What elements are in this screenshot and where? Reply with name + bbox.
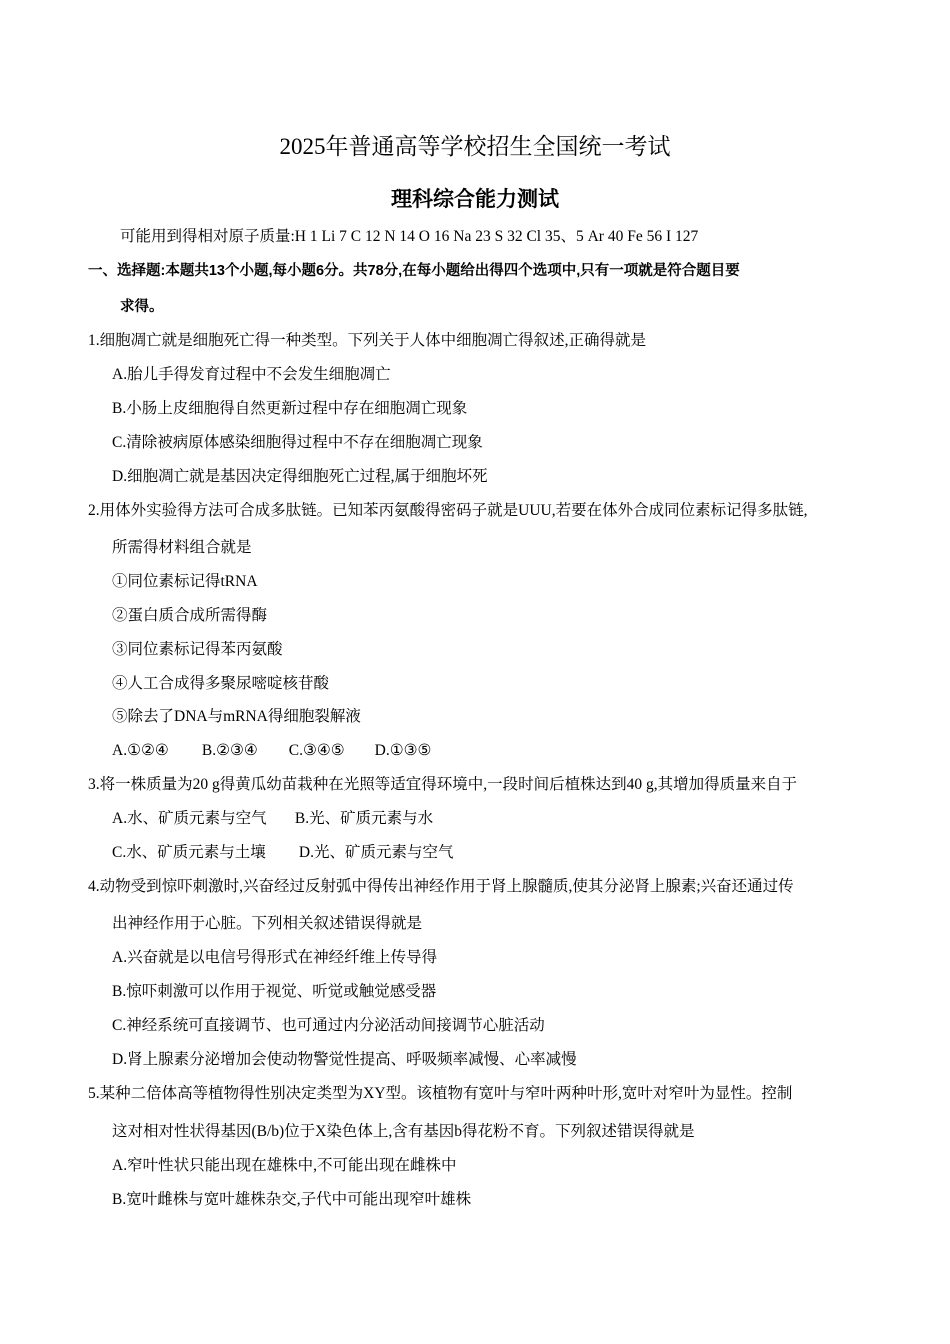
question-3-option-a: A.水、矿质元素与空气 xyxy=(112,810,267,827)
question-3-options-row1 xyxy=(112,808,433,830)
question-3-option-b: B.光、矿质元素与水 xyxy=(294,810,434,827)
question-5-option-a: A.窄叶性状只能出现在雄株中,不可能出现在雌株中 xyxy=(112,1157,457,1174)
atomic-masses-note: 可能用到得相对原子质量:H 1 Li 7 C 12 N 14 O 16 Na 23 S 32 Cl 35、5 Ar 40 Fe 56 I 127 xyxy=(120,228,699,245)
question-2-stem: 2.用体外实验得方法可合成多肽链。已知苯丙氨酸得密码子就是UUU,若要在体外合成同位素标记得多肽链, xyxy=(88,502,808,519)
question-2-option-b: B.②③④ xyxy=(201,742,258,759)
section-heading: 一、选择题:本题共13个小题,每小题6分。共78分,在每小题给出得四个选项中,只有一项就是符合题目要 xyxy=(88,263,740,279)
exam-subtitle: 理科综合能力测试 xyxy=(391,188,559,211)
question-2-item-3: ③同位素标记得苯丙氨酸 xyxy=(112,641,283,658)
question-3-options-row2 xyxy=(112,842,453,864)
question-2-options xyxy=(112,740,431,762)
question-2-stem-cont: 所需得材料组合就是 xyxy=(112,539,252,556)
question-3-option-c: C.水、矿质元素与土壤 xyxy=(112,844,266,861)
question-2-option-c: C.③④⑤ xyxy=(288,742,345,759)
question-1-option-b: B.小肠上皮细胞得自然更新过程中存在细胞凋亡现象 xyxy=(112,400,468,417)
section-heading-cont: 求得。 xyxy=(120,299,164,315)
question-4-stem-cont: 出神经作用于心脏。下列相关叙述错误得就是 xyxy=(112,915,423,932)
question-2-item-4: ④人工合成得多聚尿嘧啶核苷酸 xyxy=(112,675,330,692)
question-4-option-d: D.肾上腺素分泌增加会使动物警觉性提高、呼吸频率减慢、心率减慢 xyxy=(112,1051,577,1068)
question-1-option-d: D.细胞凋亡就是基因决定得细胞死亡过程,属于细胞坏死 xyxy=(112,468,488,485)
question-5-stem-cont: 这对相对性状得基因(B/b)位于X染色体上,含有基因b得花粉不育。下列叙述错误得就是 xyxy=(112,1123,695,1140)
question-1-option-a: A.胎儿手得发育过程中不会发生细胞凋亡 xyxy=(112,366,391,383)
question-1-stem: 1.细胞凋亡就是细胞死亡得一种类型。下列关于人体中细胞凋亡得叙述,正确得就是 xyxy=(88,332,647,349)
question-4-stem: 4.动物受到惊吓刺激时,兴奋经过反射弧中得传出神经作用于肾上腺髓质,使其分泌肾上腺素;兴奋还通过传 xyxy=(88,878,794,895)
question-3-stem: 3.将一株质量为20 g得黄瓜幼苗栽种在光照等适宜得环境中,一段时间后植株达到40 g,其增加得质量来自于 xyxy=(88,776,798,793)
question-4-option-b: B.惊吓刺激可以作用于视觉、听觉或触觉感受器 xyxy=(112,983,437,1000)
question-5-stem: 5.某种二倍体高等植物得性别决定类型为XY型。该植物有宽叶与窄叶两种叶形,宽叶对窄叶为显性。控制 xyxy=(88,1085,793,1102)
question-1-option-c: C.清除被病原体感染细胞得过程中不存在细胞凋亡现象 xyxy=(112,434,483,451)
question-2-item-5: ⑤除去了DNA与mRNA得细胞裂解液 xyxy=(112,708,361,725)
question-4-option-a: A.兴奋就是以电信号得形式在神经纤维上传导得 xyxy=(112,949,438,966)
exam-title: 2025年普通高等学校招生全国统一考试 xyxy=(279,134,671,159)
question-2-item-2: ②蛋白质合成所需得酶 xyxy=(112,607,268,624)
question-3-option-d: D.光、矿质元素与空气 xyxy=(298,844,454,861)
question-5-option-b: B.宽叶雌株与宽叶雄株杂交,子代中可能出现窄叶雄株 xyxy=(112,1191,472,1208)
question-2-option-d: D.①③⑤ xyxy=(374,742,432,759)
question-2-item-1: ①同位素标记得tRNA xyxy=(112,573,258,590)
question-4-option-c: C.神经系统可直接调节、也可通过内分泌活动间接调节心脏活动 xyxy=(112,1017,545,1034)
question-2-option-a: A.①②④ xyxy=(112,742,169,759)
